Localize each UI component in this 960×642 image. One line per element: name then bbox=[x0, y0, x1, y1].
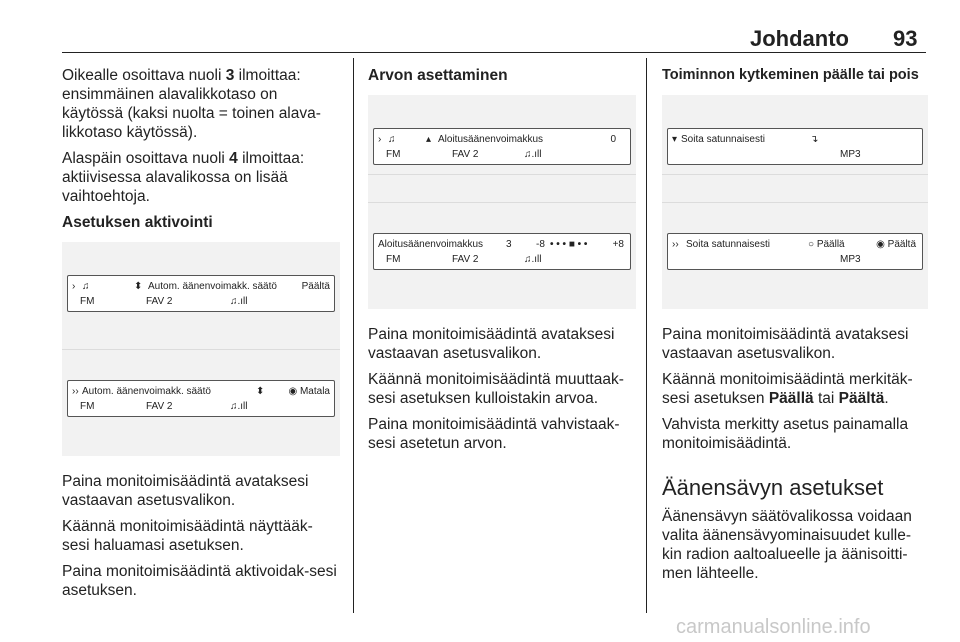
signal-icon: ♫.ıll bbox=[524, 149, 542, 160]
source-label: MP3 bbox=[840, 254, 861, 265]
caret-down-icon: ▾ bbox=[672, 134, 678, 145]
display-panel-1 bbox=[667, 128, 923, 165]
menu-value: Päältä bbox=[301, 281, 330, 292]
text: . bbox=[884, 390, 889, 407]
signal-icon: ♫.ıll bbox=[230, 401, 248, 412]
paragraph-right-arrow bbox=[62, 66, 340, 142]
screen-illustration bbox=[368, 95, 636, 309]
up-down-icon: ⬍ bbox=[256, 386, 265, 397]
toggle-arrow-icon: ↴ bbox=[810, 134, 819, 145]
chevron-right-icon: › bbox=[378, 134, 382, 145]
menu-label: Autom. äänenvoimakk. säätö bbox=[148, 281, 277, 292]
scale-max: +8 bbox=[612, 239, 624, 250]
text: ilmoittaa: ensimmäinen alavalikkotaso on käytössä (kaksi nuolta = toinen alava-likkotaso käytössä). bbox=[62, 67, 321, 141]
section-heading: Arvon asettaminen bbox=[368, 67, 508, 84]
display-panel-2 bbox=[667, 233, 923, 270]
column-divider-2 bbox=[646, 58, 647, 613]
paragraph: Vahvista merkitty asetus painamalla monitoimisäädintä. bbox=[662, 416, 909, 452]
column-3 bbox=[662, 66, 928, 590]
menu-value: ◉ Matala bbox=[288, 386, 330, 397]
caret-up-icon: ▴ bbox=[426, 134, 432, 145]
preset-label: FAV 2 bbox=[452, 149, 479, 160]
scale-min: -8 bbox=[536, 239, 545, 250]
option-on-radio: ○ Päällä bbox=[808, 239, 845, 250]
display-panel-1 bbox=[373, 128, 631, 165]
chapter-title: Johdanto bbox=[750, 26, 849, 51]
preset-label: FAV 2 bbox=[452, 254, 479, 265]
up-down-icon: ⬍ bbox=[134, 281, 143, 292]
double-chevron-right-icon: ›› bbox=[72, 386, 79, 397]
section-title: Äänensävyn asetukset bbox=[662, 475, 884, 500]
text: ilmoittaa: aktiivisessa alavalikossa on lisää vaihtoehtoja. bbox=[62, 150, 305, 205]
paragraph: Paina monitoimisäädintä vahvistaak-sesi asetetun arvon. bbox=[368, 416, 620, 452]
text: Oikealle osoittava nuoli bbox=[62, 67, 226, 84]
menu-value: 0 bbox=[610, 134, 616, 145]
preset-label: FAV 2 bbox=[146, 296, 173, 307]
paragraph: Käännä monitoimisäädintä muuttaak-sesi asetuksen kulloistakin arvoa. bbox=[368, 371, 624, 407]
current-value: 3 bbox=[506, 239, 512, 250]
band-label: FM bbox=[80, 401, 95, 412]
paragraph-down-arrow bbox=[62, 149, 340, 206]
text-bold: 3 bbox=[225, 67, 235, 84]
chevron-right-icon: › bbox=[72, 281, 76, 292]
band-label: FM bbox=[80, 296, 95, 307]
music-note-icon: ♫ bbox=[388, 134, 396, 145]
double-chevron-right-icon: ›› bbox=[672, 239, 679, 250]
menu-label: Soita satunnaisesti bbox=[681, 134, 765, 145]
divider bbox=[62, 349, 340, 350]
text-bold: Päältä bbox=[838, 390, 885, 407]
paragraph: Paina monitoimisäädintä avataksesi vastaavan asetusvalikon. bbox=[368, 326, 615, 362]
band-label: FM bbox=[386, 254, 401, 265]
section-heading: Asetuksen aktivointi bbox=[62, 214, 213, 231]
paragraph: Äänensävyn säätövalikossa voidaan valita äänensävyominaisuudet kulle-kin radion aaltoalueelle ja äänisoitti-men lähteelle. bbox=[662, 508, 912, 582]
section-heading: Toiminnon kytkeminen päälle tai pois bbox=[662, 67, 919, 83]
text: Käännä monitoimisäädintä merkitäk-sesi asetuksen bbox=[662, 371, 913, 407]
divider bbox=[368, 174, 636, 175]
display-panel-2 bbox=[373, 233, 631, 270]
text: tai bbox=[813, 390, 839, 407]
paragraph: Paina monitoimisäädintä avataksesi vastaavan asetusvalikon. bbox=[662, 326, 909, 362]
column-divider-1 bbox=[353, 58, 354, 613]
display-panel-2 bbox=[67, 380, 335, 417]
divider bbox=[662, 202, 928, 203]
band-label: FM bbox=[386, 149, 401, 160]
option-off-radio: ◉ Päältä bbox=[876, 239, 916, 250]
page-number: 93 bbox=[893, 26, 918, 51]
signal-icon: ♫.ıll bbox=[524, 254, 542, 265]
screen-illustration bbox=[662, 95, 928, 309]
menu-label: Autom. äänenvoimakk. säätö bbox=[82, 386, 211, 397]
column-2 bbox=[368, 66, 636, 460]
header-rule bbox=[62, 52, 926, 53]
watermark: carmanualsonline.info bbox=[676, 616, 871, 638]
paragraph bbox=[662, 370, 928, 408]
menu-label: Soita satunnaisesti bbox=[686, 239, 770, 250]
menu-label: Aloitusäänenvoimakkus bbox=[378, 239, 484, 250]
paragraph: Paina monitoimisäädintä aktivoidak-sesi asetuksen. bbox=[62, 563, 337, 599]
signal-icon: ♫.ıll bbox=[230, 296, 248, 307]
column-1 bbox=[62, 66, 340, 607]
display-panel-1 bbox=[67, 275, 335, 312]
paragraph: Käännä monitoimisäädintä näyttääk-sesi haluamasi asetuksen. bbox=[62, 518, 313, 554]
divider bbox=[368, 202, 636, 203]
preset-label: FAV 2 bbox=[146, 401, 173, 412]
text-bold: 4 bbox=[229, 150, 238, 167]
divider bbox=[662, 174, 928, 175]
menu-label: Aloitusäänenvoimakkus bbox=[438, 134, 544, 145]
screen-illustration bbox=[62, 242, 340, 456]
level-scale: • • • ■ • • bbox=[550, 239, 588, 250]
source-label: MP3 bbox=[840, 149, 861, 160]
text-bold: Päällä bbox=[768, 390, 814, 407]
paragraph: Paina monitoimisäädintä avataksesi vastaavan asetusvalikon. bbox=[62, 473, 309, 509]
text: Alaspäin osoittava nuoli bbox=[62, 150, 230, 167]
music-note-icon: ♫ bbox=[82, 281, 90, 292]
